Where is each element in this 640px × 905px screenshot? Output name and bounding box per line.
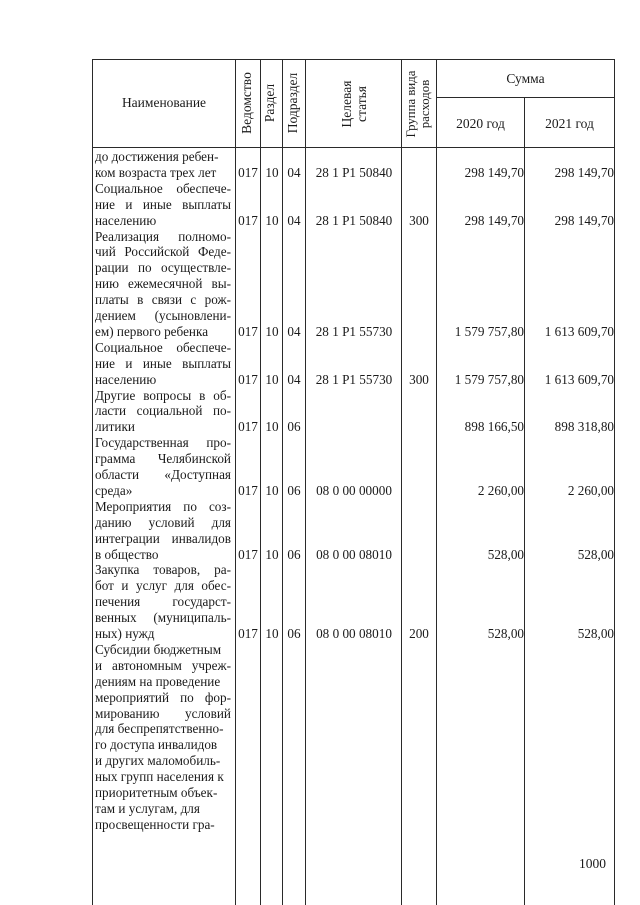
- cell-podrazdel: 06: [287, 546, 301, 562]
- name-text-line: дением (усыновлени-: [95, 308, 231, 323]
- table-left-border: [92, 59, 93, 905]
- name-text-line: нию ежемесячной вы-: [95, 276, 231, 292]
- cell-gruppa: 300: [409, 371, 429, 387]
- cell-gruppa: 300: [409, 212, 429, 228]
- header-name: Наименование: [121, 95, 207, 110]
- name-text-line: ных) нужд: [95, 626, 155, 641]
- name-text-line: ние и иные выплаты: [95, 196, 231, 212]
- cell-vedomstvo: 017: [238, 482, 258, 498]
- name-text-line: венных (муниципаль-: [95, 610, 231, 626]
- cell-vedomstvo: 017: [238, 323, 258, 339]
- name-text-line: Субсидии бюджетным: [95, 641, 222, 657]
- header-podrazdel: Подраздел: [285, 72, 300, 134]
- header-gruppa-line2: расходов: [418, 79, 432, 129]
- cell-sum-2021: 2 260,00: [567, 482, 614, 498]
- name-text-line: дениям на проведение: [95, 673, 221, 689]
- cell-podrazdel: 04: [287, 371, 301, 387]
- cell-celevaya-statya: 08 0 00 08010: [316, 546, 392, 562]
- cell-vedomstvo: 017: [238, 419, 258, 435]
- header-summa: Сумма: [506, 71, 545, 86]
- cell-razdel: 10: [265, 626, 279, 641]
- name-text-line: населению: [95, 212, 157, 228]
- cell-sum-2021: 298 149,70: [554, 164, 614, 180]
- name-text-line: мированию условий: [95, 705, 231, 721]
- cell-sum-2020: 1 579 757,80: [454, 371, 524, 387]
- name-text-line: просвещенности гра-: [95, 816, 215, 832]
- name-text-line: там и услугам, для: [95, 800, 200, 816]
- name-text-line: интеграции инвалидов: [95, 530, 231, 546]
- name-text-line: до достижения ребен-: [95, 149, 219, 164]
- cell-razdel: 10: [265, 371, 279, 387]
- table-right-border: [614, 59, 615, 905]
- cell-razdel: 10: [265, 212, 279, 228]
- name-text-line: данию условий для: [95, 514, 231, 530]
- name-text-line: литики: [95, 419, 135, 435]
- name-text-line: для беспрепятственно-: [95, 721, 224, 737]
- name-text-line: платы в связи с рож-: [95, 292, 231, 308]
- cell-podrazdel: 04: [287, 212, 301, 228]
- name-text-line: Закупка товаров, ра-: [95, 562, 231, 578]
- cell-podrazdel: 04: [287, 164, 301, 180]
- cell-sum-2020: 298 149,70: [464, 164, 524, 180]
- name-text-line: Государственная про-: [95, 435, 231, 451]
- name-text-line: Другие вопросы в об-: [95, 387, 231, 403]
- header-celevaya-line2: статья: [354, 86, 369, 122]
- cell-celevaya-statya: 28 1 P1 50840: [315, 164, 393, 180]
- header-razdel: Раздел: [262, 83, 277, 123]
- name-text-line: Социальное обеспече-: [95, 180, 231, 196]
- name-text-line: Реализация полномо-: [95, 228, 231, 244]
- name-text-line: рации по осуществле-: [95, 260, 231, 276]
- name-text-line: и других маломобиль-: [95, 753, 221, 769]
- name-text-line: грамма Челябинской: [95, 451, 231, 467]
- header-celevaya: [339, 60, 369, 148]
- cell-sum-2020: 528,00: [487, 546, 524, 562]
- cell-sum-2021: 1 613 609,70: [544, 371, 614, 387]
- cell-sum-2020: 898 166,50: [464, 419, 524, 435]
- cell-sum-2021: 528,00: [577, 546, 614, 562]
- cell-sum-2021: 298 149,70: [554, 212, 614, 228]
- cell-podrazdel: 06: [287, 419, 301, 435]
- cell-celevaya-statya: 28 1 P1 50840: [315, 212, 393, 228]
- name-text-line: Мероприятия по соз-: [95, 498, 231, 514]
- cell-gruppa: 200: [409, 626, 429, 641]
- cell-sum-2020: 2 260,00: [477, 482, 524, 498]
- cell-sum-2021: 528,00: [577, 626, 614, 641]
- cell-celevaya-statya: 28 1 P1 55730: [315, 323, 393, 339]
- cell-celevaya-statya: 28 1 P1 55730: [315, 371, 393, 387]
- cell-sum-2021: 898 318,80: [554, 419, 614, 435]
- cell-podrazdel: 06: [287, 482, 301, 498]
- header-vedomstvo: Ведомство: [239, 72, 254, 134]
- cell-razdel: 10: [265, 164, 279, 180]
- name-text-line: го доступа инвалидов: [95, 737, 218, 753]
- name-text-line: ком возраста трех лет: [95, 164, 217, 180]
- cell-sum-2021: 1 613 609,70: [544, 323, 614, 339]
- cell-celevaya-statya: 08 0 00 08010: [316, 626, 392, 641]
- page-number: 1000: [579, 856, 606, 871]
- cell-razdel: 10: [265, 323, 279, 339]
- name-text-line: мероприятий по фор-: [95, 689, 231, 705]
- name-text-line: ем) первого ребенка: [95, 323, 209, 339]
- name-text-line: ласти социальной по-: [95, 403, 231, 419]
- header-year-2021: 2021 год: [545, 116, 594, 131]
- cell-sum-2020: 1 579 757,80: [454, 323, 524, 339]
- name-text-line: чий Российской Феде-: [95, 244, 231, 260]
- name-text-line: области «Доступная: [95, 467, 231, 482]
- cell-podrazdel: 04: [287, 323, 301, 339]
- cell-vedomstvo: 017: [238, 546, 258, 562]
- cell-vedomstvo: 017: [238, 626, 258, 641]
- cell-vedomstvo: 017: [238, 212, 258, 228]
- cell-sum-2020: 528,00: [487, 626, 524, 641]
- name-text-line: среда»: [95, 482, 133, 498]
- name-text-line: в общество: [95, 546, 159, 562]
- header-gruppa-line1: Группа вида: [404, 70, 418, 138]
- cell-vedomstvo: 017: [238, 371, 258, 387]
- header-year-2020: 2020 год: [456, 116, 505, 131]
- cell-podrazdel: 06: [287, 626, 301, 641]
- name-text-line: ных групп населения к: [95, 769, 224, 785]
- cell-razdel: 10: [265, 546, 279, 562]
- cell-sum-2020: 298 149,70: [464, 212, 524, 228]
- name-text-line: печения государст-: [95, 594, 231, 610]
- header-gruppa: [404, 60, 434, 148]
- name-text-line: населению: [95, 371, 157, 387]
- name-text-line: бот и услуг для обес-: [95, 578, 231, 594]
- name-text-line: и автономным учреж-: [95, 657, 231, 673]
- cell-razdel: 10: [265, 482, 279, 498]
- summa-divider: [436, 97, 615, 98]
- cell-razdel: 10: [265, 419, 279, 435]
- name-text-line: приоритетным объек-: [95, 785, 218, 800]
- name-text-line: Социальное обеспече-: [95, 339, 231, 355]
- header-celevaya-line1: Целевая: [339, 80, 354, 128]
- name-text-line: ние и иные выплаты: [95, 355, 231, 371]
- cell-celevaya-statya: 08 0 00 00000: [316, 482, 392, 498]
- cell-vedomstvo: 017: [238, 164, 258, 180]
